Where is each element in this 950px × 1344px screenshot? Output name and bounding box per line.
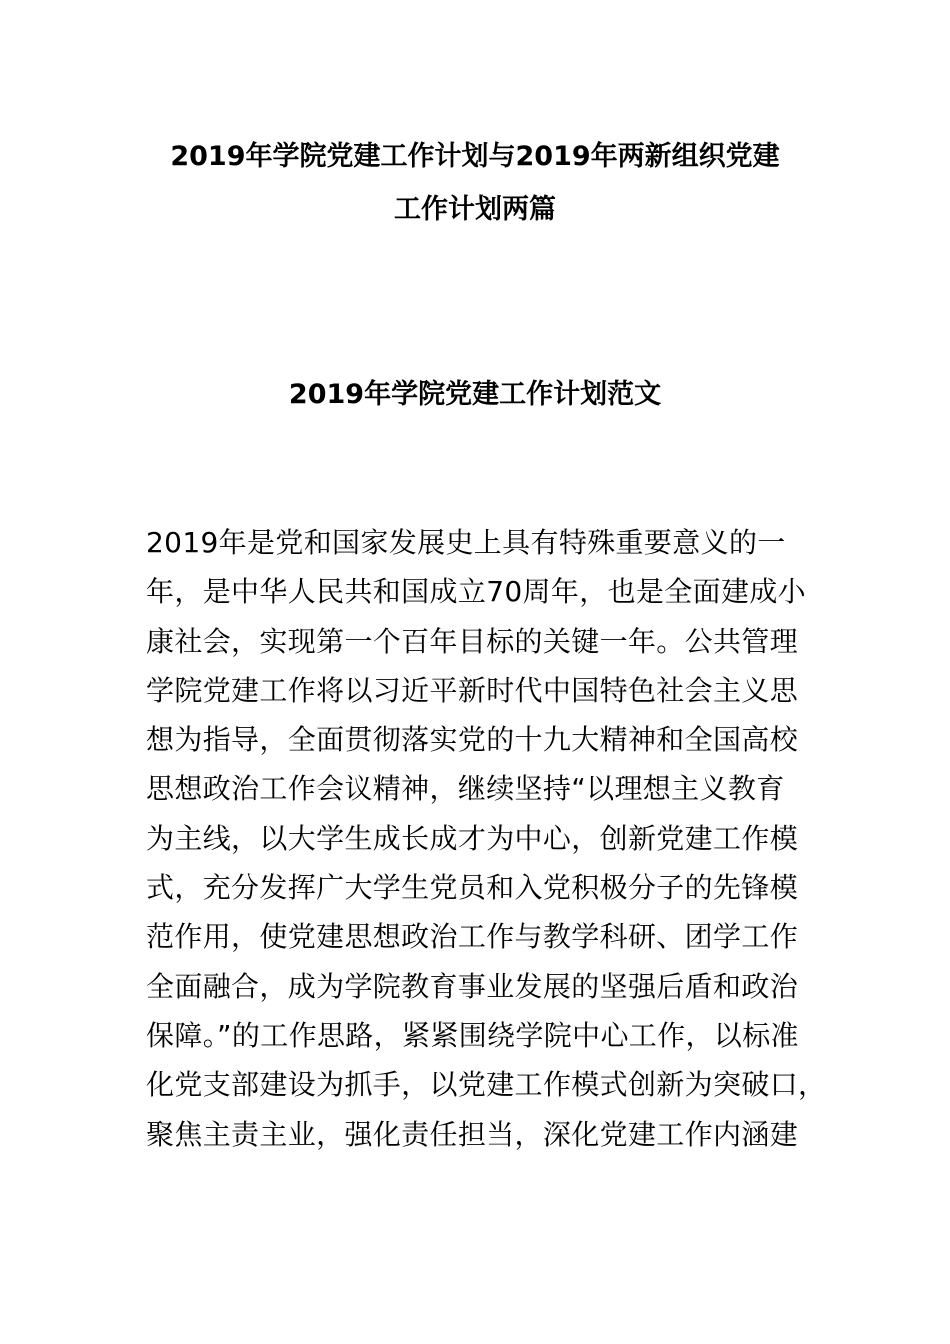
paragraph-line: 化党支部建设为抓手，以党建工作模式创新为突破口， <box>146 1068 827 1102</box>
paragraph-line: 康社会，实现第一个百年目标的关键一年。公共管理 <box>146 624 799 658</box>
paragraph-line: 2019年是党和国家发展史上具有特殊重要意义的一 <box>146 526 786 559</box>
paragraph-line: 为主线，以大学生成长成才为中心，创新党建工作模 <box>146 821 799 855</box>
document-title-line-2: 工作计划两篇 <box>394 194 556 225</box>
paragraph-line: 学院党建工作将以习近平新时代中国特色社会主义思 <box>146 673 799 707</box>
body-paragraph <box>146 518 846 1159</box>
paragraph-line: 范作用，使党建思想政治工作与教学科研、团学工作 <box>146 920 799 954</box>
paragraph-line: 年，是中华人民共和国成立70周年，也是全面建成小 <box>146 575 807 609</box>
paragraph-line: 想为指导，全面贯彻落实党的十九大精神和全国高校 <box>146 723 799 757</box>
paragraph-line: 保障。”的工作思路，紧紧围绕学院中心工作，以标准 <box>146 1018 799 1052</box>
document-title-line-1: 2019年学院党建工作计划与2019年两新组织党建 <box>170 141 780 172</box>
document-title <box>120 130 830 236</box>
paragraph-line: 全面融合，成为学院教育事业发展的坚强后盾和政治 <box>146 969 799 1003</box>
section-heading: 2019年学院党建工作计划范文 <box>288 379 662 410</box>
paragraph-line: 聚焦主责主业，强化责任担当，深化党建工作内涵建 <box>146 1117 799 1151</box>
paragraph-line: 式，充分发挥广大学生党员和入党积极分子的先锋模 <box>146 871 799 905</box>
paragraph-line: 思想政治工作会议精神，继续坚持“以理想主义教育 <box>146 772 785 806</box>
